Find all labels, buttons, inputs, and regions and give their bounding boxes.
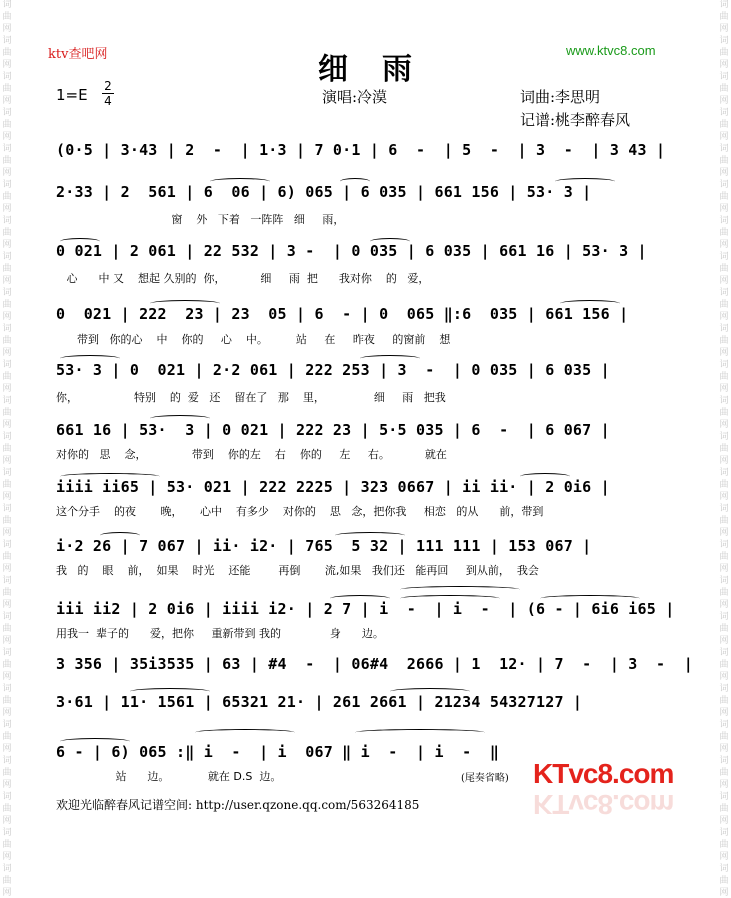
watermark-char: 网 [2,456,12,466]
watermark-char: 词 [719,864,729,874]
watermark-char: 词 [2,0,12,10]
watermark-char: 曲 [2,480,12,490]
watermark-char: 网 [719,312,729,322]
notation-row: (0·5 | 3·43 | 2 - | 1·3 | 7 0·1 | 6 - | 5 - | 3 - | 3 43 | [56,141,666,159]
watermark-char: 词 [719,144,729,154]
watermark-char: 网 [719,708,729,718]
tie-slur [60,473,160,480]
volta-bracket [355,729,485,736]
watermark-char: 曲 [2,372,12,382]
welcome-footer: 欢迎光临醉春风记谱空间: http://user.qzone.qq.com/563264185 [56,798,420,812]
watermark-char: 词 [2,288,12,298]
watermark-char: 网 [2,384,12,394]
side-watermark-left [0,0,14,898]
watermark-char: 词 [719,72,729,82]
watermark-char: 网 [2,780,12,790]
watermark-char: 词 [719,252,729,262]
watermark-char: 曲 [719,876,729,886]
watermark-char: 网 [2,564,12,574]
tie-slur [520,473,570,480]
watermark-char: 网 [2,636,12,646]
notation-row: 0 021 | 222 23 | 23 05 | 6 - | 0 065 ‖:6 035 | 661 156 | [56,305,629,323]
watermark-char: 网 [2,96,12,106]
volta-bracket [400,586,520,593]
time-signature-top: 2 [104,79,112,93]
watermark-char: 网 [2,348,12,358]
watermark-char: 网 [719,888,729,898]
watermark-char: 曲 [2,876,12,886]
tie-slur [330,595,390,602]
watermark-char: 曲 [2,444,12,454]
lyric-row: 心 中 又 想起 久别的 你， 细 雨 把 我对你 的 爱， [56,272,430,285]
watermark-char: 网 [719,168,729,178]
tie-slur [400,595,500,602]
site-logo-reflection: KTvc8.com [533,789,674,820]
notation-row: 3·61 | 11· 1561 | 65321 21· | 261 2661 | 21234 54327127 | [56,693,583,711]
lyric-row: 带到 你的心 中 你的 心 中。 站 在 昨夜 的窗前 想 [56,333,451,346]
watermark-char: 网 [2,420,12,430]
watermark-char: 词 [2,828,12,838]
watermark-char: 词 [719,0,729,10]
watermark-char: 词 [719,324,729,334]
watermark-char: 词 [719,108,729,118]
watermark-char: 网 [719,672,729,682]
song-title: 细雨 [318,52,446,87]
watermark-char: 网 [2,600,12,610]
watermark-char: 词 [719,612,729,622]
watermark-char: 词 [719,396,729,406]
watermark-char: 曲 [719,264,729,274]
time-signature-bottom: 4 [104,94,112,108]
tie-slur [60,738,130,745]
watermark-char: 词 [719,288,729,298]
watermark-char: 词 [2,72,12,82]
watermark-char: 词 [2,360,12,370]
watermark-char: 网 [2,168,12,178]
watermark-char: 词 [719,576,729,586]
watermark-char: 曲 [719,84,729,94]
watermark-char: 词 [719,504,729,514]
watermark-char: 网 [2,204,12,214]
watermark-char: 曲 [719,516,729,526]
watermark-char: 词 [2,468,12,478]
tie-slur [555,178,615,185]
tie-slur [390,688,470,695]
watermark-char: 词 [2,504,12,514]
watermark-char: 词 [2,252,12,262]
watermark-char: 网 [719,816,729,826]
watermark-char: 网 [719,636,729,646]
watermark-char: 曲 [2,624,12,634]
notation-row: iiii ii65 | 53· 021 | 222 2225 | 323 0667 | ii ii· | 2 0i6 | [56,478,610,496]
watermark-char: 曲 [719,624,729,634]
watermark-char: 词 [719,828,729,838]
watermark-char: 词 [2,864,12,874]
lyricist-credit: 词曲:李思明 [520,88,601,106]
tie-slur [370,238,410,245]
tail-note: (尾奏省略) [461,773,509,784]
logo-text: KTvc8.com [533,758,674,789]
watermark-char: 曲 [719,588,729,598]
watermark-char: 网 [2,24,12,34]
watermark-char: 网 [2,672,12,682]
notation-row: 6 - | 6) 065 :‖ i - | i 067 ‖ i - | i - ‖ [56,743,500,761]
singer-credit: 演唱:冷漠 [322,88,388,106]
watermark-char: 网 [2,132,12,142]
watermark-char: 曲 [719,300,729,310]
watermark-char: 曲 [2,336,12,346]
watermark-char: 词 [719,468,729,478]
watermark-char: 曲 [719,120,729,130]
watermark-char: 词 [719,540,729,550]
watermark-char: 曲 [2,768,12,778]
watermark-char: 词 [2,792,12,802]
watermark-char: 曲 [719,408,729,418]
watermark-char: 词 [2,612,12,622]
watermark-char: 曲 [2,804,12,814]
watermark-char: 词 [719,180,729,190]
watermark-char: 曲 [719,336,729,346]
notation-row: 0 021 | 2 061 | 22 532 | 3 - | 0 035 | 6 035 | 661 16 | 53· 3 | [56,242,647,260]
watermark-char: 曲 [2,300,12,310]
watermark-char: 词 [2,684,12,694]
watermark-char: 曲 [719,192,729,202]
watermark-char: 曲 [2,192,12,202]
watermark-char: 曲 [2,840,12,850]
lyric-row: 我 的 眼 前， 如果 时光 还能 再倒 流,如果 我们还 能再回 到从前， 我会 [56,564,539,577]
watermark-char: 曲 [2,228,12,238]
watermark-char: 网 [719,132,729,142]
watermark-char: 网 [719,276,729,286]
watermark-char: 网 [719,600,729,610]
watermark-char: 曲 [719,696,729,706]
watermark-char: 词 [719,756,729,766]
watermark-char: 词 [719,216,729,226]
watermark-char: 曲 [719,732,729,742]
watermark-char: 曲 [2,408,12,418]
site-url-right: www.ktvc8.com [566,43,656,58]
tie-slur [60,238,100,245]
lyric-row: 窗 外 下着 一阵阵 细 雨， [56,213,345,226]
tie-slur [540,595,640,602]
watermark-char: 网 [719,384,729,394]
lyric-row: 用我一 辈子的 爱，把你 重新带到 我的 身 边。 [56,627,384,640]
watermark-char: 词 [2,144,12,154]
side-watermark-right [717,0,731,898]
lyric-row: 对你的 思 念， 带到 你的左 右 你的 左 右。 就在 [56,448,447,461]
notation-row: iii ii2 | 2 0i6 | iiii i2· | 2 7 | i - | i - | (6 - | 6i6 i65 | [56,600,675,618]
watermark-char: 曲 [719,48,729,58]
watermark-char: 网 [2,240,12,250]
watermark-char: 网 [719,96,729,106]
watermark-char: 网 [719,456,729,466]
watermark-char: 网 [2,888,12,898]
watermark-char: 曲 [719,480,729,490]
watermark-char: 网 [2,708,12,718]
watermark-char: 曲 [2,588,12,598]
watermark-char: 网 [2,744,12,754]
watermark-char: 词 [2,36,12,46]
watermark-char: 词 [2,720,12,730]
watermark-char: 网 [719,744,729,754]
watermark-char: 网 [719,852,729,862]
watermark-char: 词 [2,324,12,334]
tie-slur [360,355,420,362]
watermark-char: 词 [2,540,12,550]
watermark-char: 词 [719,720,729,730]
watermark-char: 词 [2,648,12,658]
watermark-char: 曲 [2,696,12,706]
watermark-char: 网 [719,24,729,34]
watermark-char: 词 [719,792,729,802]
notation-row: 3 356 | 35i3535 | 63 | #4 - | 06#4 2666 | 1 12· | 7 - | 3 - | [56,655,693,673]
tie-slur [150,415,210,422]
watermark-char: 曲 [2,156,12,166]
watermark-char: 词 [2,108,12,118]
site-name-left: ktv查吧网 [48,47,108,62]
watermark-char: 曲 [719,156,729,166]
watermark-char: 曲 [719,804,729,814]
watermark-char: 词 [2,396,12,406]
lyric-row: 这个分手 的夜 晚， 心中 有多少 对你的 思 念，把你我 相恋 的从 前，带到 [56,505,544,518]
watermark-char: 网 [2,528,12,538]
watermark-char: 词 [719,648,729,658]
tie-slur [335,532,405,539]
watermark-char: 词 [2,216,12,226]
watermark-char: 网 [719,564,729,574]
watermark-char: 曲 [2,660,12,670]
watermark-char: 词 [2,432,12,442]
tie-slur [130,688,210,695]
notation-row: 661 16 | 53· 3 | 0 021 | 222 23 | 5·5 035 | 6 - | 6 067 | [56,421,610,439]
watermark-char: 网 [719,348,729,358]
watermark-char: 词 [2,576,12,586]
watermark-char: 词 [2,180,12,190]
tie-slur [560,300,620,307]
watermark-char: 曲 [719,12,729,22]
watermark-char: 网 [719,240,729,250]
watermark-char: 曲 [2,12,12,22]
watermark-char: 曲 [2,84,12,94]
watermark-char: 网 [2,492,12,502]
watermark-char: 曲 [2,516,12,526]
watermark-char: 网 [719,528,729,538]
tie-slur [150,300,220,307]
notation-row: 53· 3 | 0 021 | 2·2 061 | 222 253 | 3 - | 0 035 | 6 035 | [56,361,610,379]
watermark-char: 词 [719,36,729,46]
watermark-char: 词 [719,684,729,694]
lyric-row: 你， 特别 的 爱 还 留在了 那 里， 细 雨 把我 [56,391,446,404]
notation-row: 2·33 | 2 561 | 6 06 | 6) 065 | 6 035 | 661 156 | 53· 3 | [56,183,592,201]
watermark-char: 曲 [719,552,729,562]
watermark-char: 曲 [2,48,12,58]
watermark-char: 词 [2,756,12,766]
watermark-char: 网 [2,60,12,70]
watermark-char: 曲 [719,840,729,850]
watermark-char: 曲 [2,552,12,562]
watermark-char: 曲 [719,444,729,454]
watermark-char: 词 [719,432,729,442]
watermark-char: 曲 [2,732,12,742]
watermark-char: 词 [719,360,729,370]
watermark-char: 曲 [2,264,12,274]
watermark-char: 网 [2,852,12,862]
watermark-char: 网 [719,780,729,790]
watermark-char: 网 [719,420,729,430]
tie-slur [60,355,120,362]
watermark-char: 网 [2,816,12,826]
tie-slur [210,178,270,185]
watermark-char: 网 [719,60,729,70]
transcriber-credit: 记谱:桃李醉春风 [520,111,631,129]
tie-slur [340,178,370,185]
volta-bracket [195,729,295,736]
watermark-char: 曲 [719,660,729,670]
notation-row: i·2 26 | 7 067 | ii· i2· | 765 5 32 | 111 111 | 153 067 | [56,537,592,555]
watermark-char: 网 [2,276,12,286]
watermark-char: 曲 [719,228,729,238]
watermark-char: 网 [2,312,12,322]
time-signature [102,80,114,107]
watermark-char: 曲 [719,372,729,382]
watermark-char: 曲 [719,768,729,778]
lyric-row: 站 边。 就在 D.S 边。 [56,770,282,783]
key-signature: 1=E [56,86,88,104]
watermark-char: 网 [719,492,729,502]
watermark-char: 网 [719,204,729,214]
watermark-char: 曲 [2,120,12,130]
tie-slur [100,532,140,539]
site-logo [533,758,673,790]
